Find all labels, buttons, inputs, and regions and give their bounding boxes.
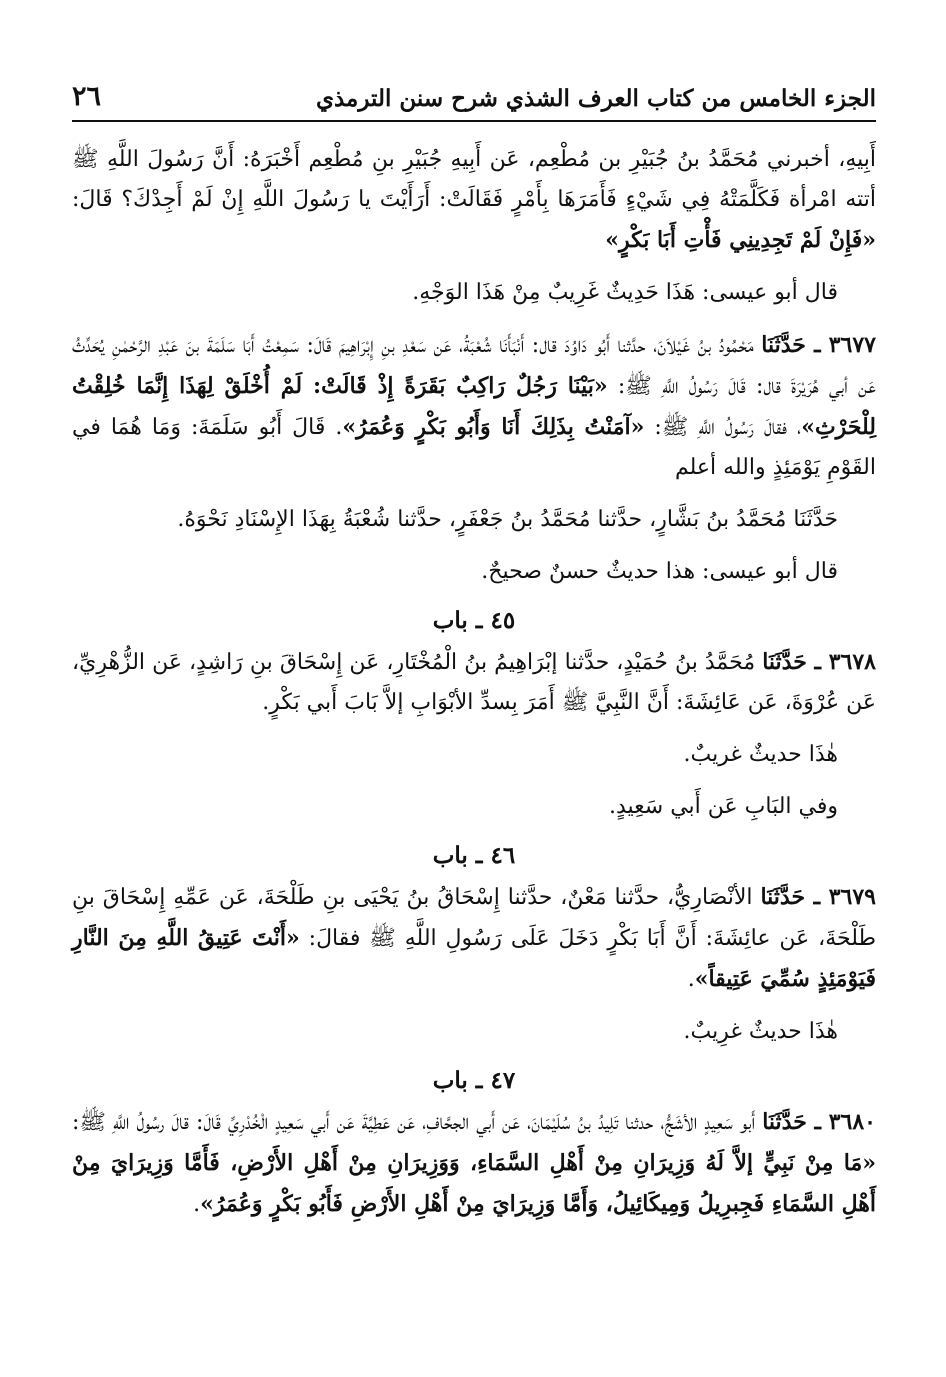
prophetic-saying: «مَا مِنْ نَبِيٍّ إلاَّ لَهُ وَزِيرَانِ مِنْ أَهْلِ السَّمَاءِ، وَوَزِيرَانِ مِنْ أَهْلِ الأَرْضِ، فَأَمَّا وَزِيرَايَ مِنْ أَهْلِ السَّمَاءِ فَجِبرِيلُ وَمِيكَائِيلُ، وَأَمَّا وَزِيرَايَ مِنْ أَهْلِ الأَرْضِ فَأَبُو بَكْرٍ وَعُمَرُ» xyxy=(72,1150,876,1217)
prophetic-saying: «آمَنْتُ بِذَلِكَ أَنَا وَأَبُو بَكْرٍ وَعُمَرُ» xyxy=(342,414,645,440)
running-title: الجزء الخامس من كتاب العرف الشذي شرح سنن الترمذي xyxy=(315,85,876,112)
tirmidhi-comment: هٰذَا حديثٌ غريبٌ. xyxy=(683,742,838,767)
chapter-note: وفي البَابِ عَن أَبي سَعِيدٍ. xyxy=(609,794,838,819)
punctuation: . xyxy=(193,1192,201,1217)
hadith-continuation xyxy=(72,140,876,261)
narration-text: الأنْصَارِيُّ، حدَّثنا مَعْنٌ، حدَّثنا إِسْحَاقُ بنُ يَحْيَى بنِ طَلْحَةَ، عَن عَمِّهِ إِسْحَاقَ بنِ طَلْحَةَ، عَن عائِشَةَ: أَنَّ أَبَا بَكْرٍ دَخَلَ عَلَى رَسُولِ اللَّهِ ﷺ فقالَ: xyxy=(72,885,877,951)
chapter-heading-46: ٤٦ ـ باب xyxy=(432,842,516,869)
page-number: ٢٦ xyxy=(72,81,102,112)
hadith-3680 xyxy=(72,1102,876,1225)
narration-text: ، فقالَ رَسُولُ اللَّهِ ﷺ: xyxy=(644,415,802,440)
prophetic-saying: «فَإِنْ لَمْ تَجِدِينِي فَأْتِ أَبَا بَكْرٍ» xyxy=(605,227,876,253)
book-page xyxy=(72,70,876,1357)
tirmidhi-comment: قال أبو عيسى: هذا حديثٌ حسنٌ صحيحٌ. xyxy=(481,559,838,584)
hadith-number: ٣٦٧٨ ـ حَدَّثَنَا xyxy=(762,649,876,675)
page-content xyxy=(72,140,876,1225)
paragraph-text: أَبِيهِ، أخبرني مُحَمَّدُ بنُ جُبَيْرِ بن مُطْعِم، عَن أَبِيهِ جُبَيْرِ بنِ مُطْعِم أَخْبَرَهُ: أَنَّ رَسُولَ اللَّهِ ﷺ أتته امْرأة فَكَلَّمَتْهُ فِي شَيْءٍ فَأَمَرَهَا بِأَمْرٍ فَقَالَتْ: أَرَأَيْتَ يا رَسُولَ اللَّهِ إِنْ لَمْ أَجِدْكَ؟ قَالَ: xyxy=(72,147,876,212)
page-header xyxy=(72,70,876,122)
hadith-number: ٣٦٨٠ ـ حَدَّثَنَا xyxy=(762,1109,876,1135)
hadith-3679 xyxy=(72,877,876,1000)
prophetic-saying: «بَيْنَا رَجُلٌ رَاكِبٌ بَقَرَةً إِذْ قَالَتْ: لَمْ أُخْلَقْ لِهَذَا إِنَّمَا خُلِقْتُ لِلْحَرْثِ» xyxy=(72,373,877,440)
prophetic-saying: «أَنْتَ عَتِيقُ اللَّهِ مِنَ النَّارِ فَيَوْمَئِذٍ سُمِّيَ عَتِيقاً» xyxy=(72,925,876,992)
chapter-heading-47: ٤٧ ـ باب xyxy=(432,1067,516,1094)
punctuation: . xyxy=(687,967,695,992)
hadith-3678 xyxy=(72,642,876,723)
tirmidhi-comment: هٰذَا حديثٌ غرِيبٌ. xyxy=(683,1019,838,1044)
chapter-heading-45: ٤٥ ـ باب xyxy=(432,607,516,634)
hadith-number: ٣٦٧٧ ـ حَدَّثَنَا xyxy=(761,332,876,358)
hadith-number: ٣٦٧٩ ـ حَدَّثَنَا xyxy=(760,884,876,910)
isnad-text: مَحْمُودُ بنُ غَيْلاَنَ، حدَّثنا أَبُو دَاوُدَ قال: أَنْبَأَنَا شُعْبَةُ، عَن سَعْدِ بنِ إِبْرَاهِيمَ قَالَ: سَمِعْتُ أَبَا سَلَمَةَ بنَ عَبْدِ الرَّحْمٰنِ يُحَدِّثُ عَن أبي هُرَيْرَةَ قال: قَالَ رَسُولُ اللَّهِ ﷺ: xyxy=(72,333,876,399)
narration-text: . قَالَ أَبُو سَلَمَةَ: وَمَا هُمَا في القَوْمِ يَوْمَئِذٍ والله أعلم xyxy=(72,415,876,480)
narration-text: مُحَمَّدُ بنُ حُمَيْدٍ، حدَّثنا إبْرَاهِيمُ بنُ الْمُخْتَارِ، عَن إِسْحَاقَ بنِ رَاشِدٍ، عَن الزُّهْرِيِّ، عَن عُرْوَةَ، عَن عَائِشَةَ: أَنَّ النَّبِيَّ ﷺ أَمَرَ بِسدِّ الأبْوَابِ إلاَّ بَابَ أَبي بَكْرٍ. xyxy=(72,650,876,715)
alternate-isnad: حَدَّثَنَا مُحَمَّدُ بنُ بَشَّارٍ، حدَّثنا مُحَمَّدُ بنُ جَعْفَرٍ، حدَّثنا شُعْبَةُ بِهَذَا الإِسْنَادِ نَحْوَهُ. xyxy=(177,507,838,532)
hadith-3677 xyxy=(72,325,876,488)
tirmidhi-comment: قال أبو عيسى: هَذَا حَدِيثٌ غَرِيبٌ مِنْ هَذَا الوَجْهِ. xyxy=(412,280,838,305)
narration-text: أَبو سَعِيدٍ الأشَجُّ، حدثنا تَلِيدُ بنُ سُلَيْمَانَ، عَن أَبي الجحَّافِ، عَن عَطِيَّةَ عَن أَبي سَعِيدٍ الْخُدْرِيِّ قَالَ: قالَ رسُولُ اللَّهِ ﷺ: xyxy=(72,1110,763,1135)
